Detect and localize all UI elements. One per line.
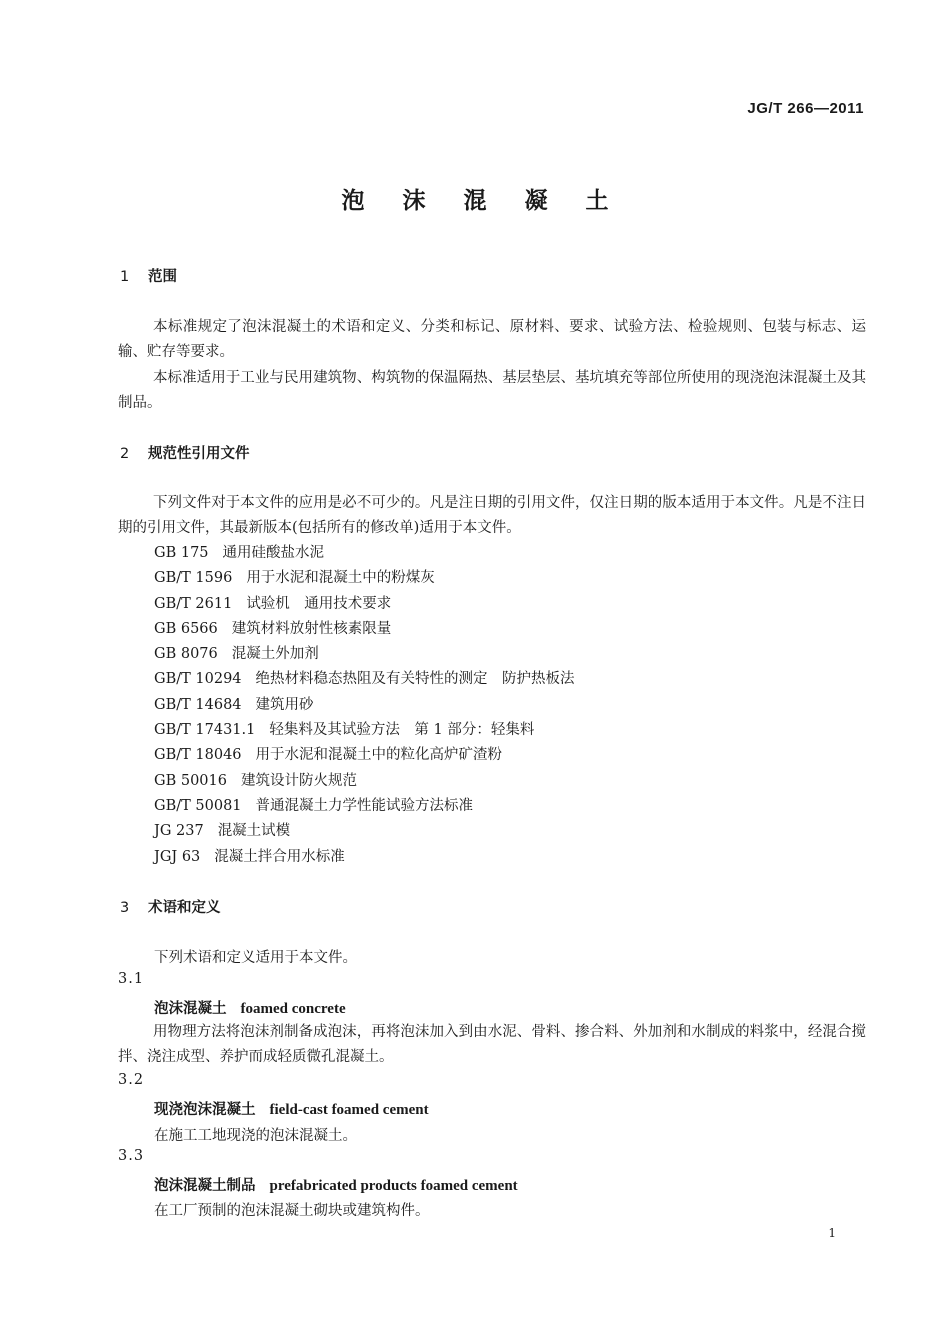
term-chinese: 泡沫混凝土 (154, 1001, 227, 1017)
reference-code: GB 6566 (154, 620, 218, 637)
scope-paragraph-2: 本标准适用于工业与民用建筑物、构筑物的保温隔热、基层垫层、基坑填充等部位所使用的现浇泡沫混凝土及其制品。 (118, 370, 866, 411)
reference-code: JGJ 63 (154, 848, 201, 865)
term-chinese: 现浇泡沫混凝土 (154, 1102, 256, 1118)
reference-item (154, 743, 575, 768)
term-heading (154, 1098, 429, 1119)
reference-code: GB/T 18046 (154, 747, 242, 764)
reference-item (154, 592, 575, 617)
reference-title: 轻集料及其试验方法 第 1 部分：轻集料 (269, 722, 535, 739)
clause-number: 3.3 (118, 1148, 145, 1164)
reference-title: 用于水泥和混凝土中的粒化高炉矿渣粉 (255, 747, 503, 764)
terms-intro: 下列术语和定义适用于本文件。 (154, 950, 357, 966)
section-heading-terms (120, 896, 221, 917)
term-chinese: 泡沫混凝土制品 (154, 1178, 256, 1194)
term-definition: 在施工工地现浇的泡沫混凝土。 (154, 1128, 357, 1144)
term-definition: 用物理方法将泡沫剂制备成泡沫，再将泡沫加入到由水泥、骨料、掺合料、外加剂和水制成的料浆中，经混合搅拌、浇注成型、养护而成轻质微孔混凝土。 (118, 1024, 866, 1065)
section-heading-scope (120, 265, 177, 286)
page-number: 1 (828, 1226, 836, 1240)
reference-title: 试验机 通用技术要求 (246, 595, 392, 612)
section-number: 1 (120, 269, 130, 285)
term-heading (154, 997, 346, 1018)
reference-title: 普通混凝土力学性能试验方法标准 (255, 797, 474, 814)
term-english: foamed concrete (240, 1001, 346, 1017)
reference-code: GB/T 10294 (154, 671, 242, 688)
reference-item (154, 541, 575, 566)
reference-item (154, 769, 575, 794)
reference-title: 混凝土试模 (217, 823, 291, 840)
reference-title: 用于水泥和混凝土中的粉煤灰 (246, 570, 435, 587)
section-heading-normative-references (120, 442, 250, 463)
reference-title: 绝热材料稳态热阻及有关特性的测定 防护热板法 (255, 671, 575, 688)
reference-item (154, 819, 575, 844)
normative-intro-paragraph: 下列文件对于本文件的应用是必不可少的。凡是注日期的引用文件，仅注日期的版本适用于本文件。凡是不注日期的引用文件，其最新版本(包括所有的修改单)适用于本文件。 (118, 495, 866, 536)
reference-code: GB 8076 (154, 646, 218, 663)
reference-code: GB 175 (154, 545, 209, 561)
reference-item (154, 845, 575, 870)
reference-title: 混凝土拌合用水标准 (214, 848, 345, 865)
reference-title: 建筑用砂 (255, 696, 314, 713)
reference-title: 混凝土外加剂 (231, 646, 319, 663)
section-number: 2 (120, 446, 130, 462)
section-title: 规范性引用文件 (148, 446, 250, 462)
reference-list (154, 541, 575, 870)
term-english: field-cast foamed cement (269, 1102, 429, 1118)
reference-item (154, 667, 575, 692)
reference-code: GB/T 14684 (154, 696, 242, 713)
reference-code: GB/T 17431.1 (154, 722, 256, 739)
term-heading (154, 1174, 518, 1195)
section-title: 术语和定义 (148, 900, 221, 916)
reference-item (154, 642, 575, 667)
section-number: 3 (120, 900, 130, 916)
reference-item (154, 794, 575, 819)
reference-code: GB/T 50081 (154, 797, 242, 814)
reference-item (154, 566, 575, 591)
reference-code: JG 237 (154, 823, 204, 840)
term-english: prefabricated products foamed cement (269, 1178, 518, 1194)
reference-title: 通用硅酸盐水泥 (222, 545, 325, 561)
reference-code: GB 50016 (154, 772, 227, 789)
reference-title: 建筑材料放射性核素限量 (231, 620, 392, 637)
reference-item (154, 617, 575, 642)
reference-code: GB/T 1596 (154, 570, 233, 587)
reference-item (154, 693, 575, 718)
term-definition: 在工厂预制的泡沫混凝土砌块或建筑构件。 (154, 1203, 430, 1219)
reference-item (154, 718, 575, 743)
clause-number: 3.1 (118, 971, 145, 987)
standard-code: JG/T 266—2011 (747, 100, 864, 117)
clause-number: 3.2 (118, 1072, 145, 1088)
scope-paragraph-1: 本标准规定了泡沫混凝土的术语和定义、分类和标记、原材料、要求、试验方法、检验规则、包装与标志、运输、贮存等要求。 (118, 319, 866, 360)
reference-code: GB/T 2611 (154, 595, 233, 612)
reference-title: 建筑设计防火规范 (240, 772, 357, 789)
section-title: 范围 (148, 269, 177, 285)
document-title: 泡 沫 混 凝 土 (341, 188, 624, 214)
